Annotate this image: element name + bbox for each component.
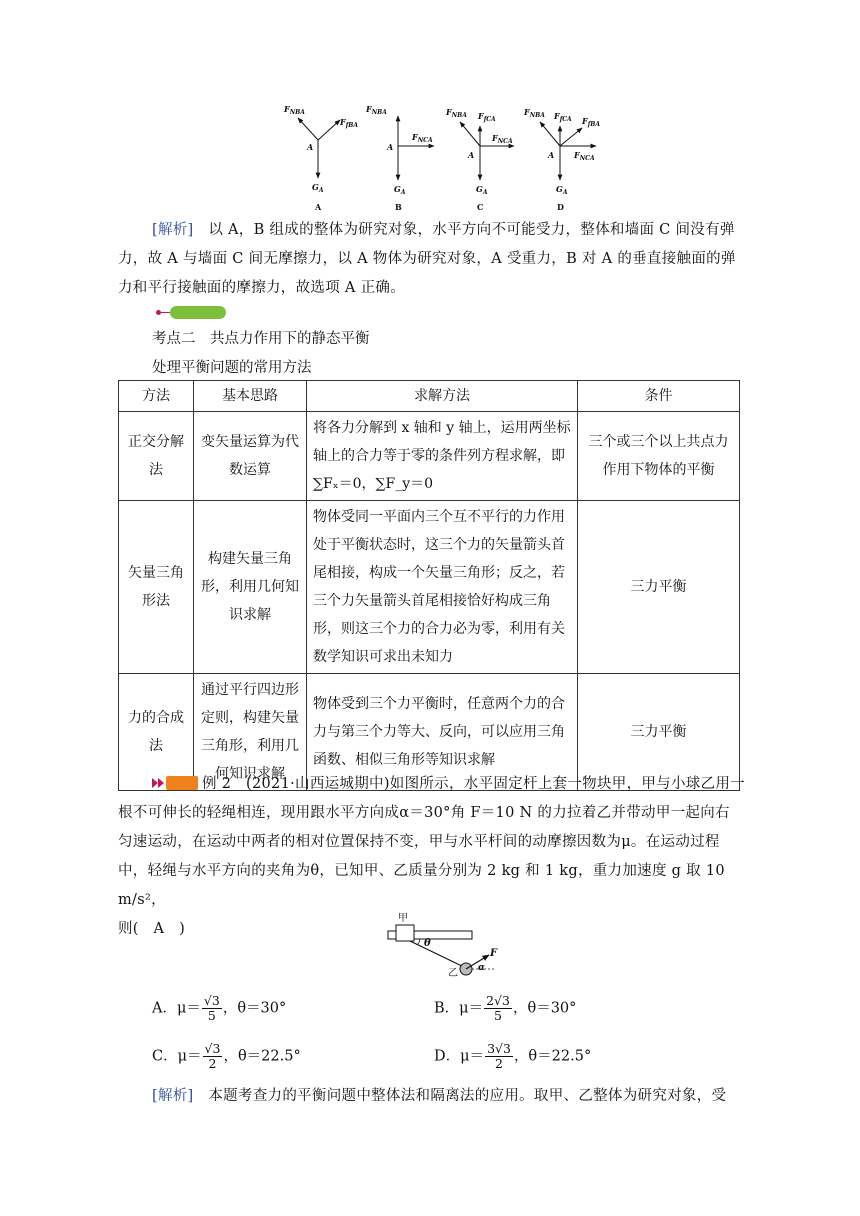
svg-text:GA: $G_A$ <box>312 182 324 194</box>
option-c[interactable] <box>152 1042 301 1071</box>
section-title: 考点二 共点力作用下的静态平衡 <box>152 331 370 347</box>
example-2-line-5: 则( A ) <box>118 921 186 937</box>
figure-label-alpha: α <box>478 963 485 973</box>
table-cell-idea: 变矢量运算为代数运算 <box>194 412 307 501</box>
svg-text:FNCA: $F_{NCA}$ <box>574 150 595 162</box>
table-cell-method: 正交分解法 <box>119 412 194 501</box>
table-cell-method: 力的合成法 <box>119 674 194 791</box>
analysis-2-tag: [解析] <box>152 1088 194 1104</box>
table-header-row <box>119 381 740 412</box>
option-a-denominator: 5 <box>207 1008 216 1023</box>
svg-text:FNCA: $F_{NCA}$ <box>492 133 513 145</box>
option-d[interactable] <box>434 1042 591 1071</box>
diagram-a-label: A <box>315 202 322 212</box>
analysis-1-line-1: 以 A，B 组成的整体为研究对象，水平方向不可能受力，整体和墙面 C 间没有弹 <box>208 222 735 238</box>
option-a-fraction <box>202 994 222 1023</box>
figure-label-jia: 甲 <box>398 913 408 924</box>
analysis-1 <box>118 216 748 303</box>
option-b-suffix: ，θ＝30° <box>512 1000 577 1017</box>
analysis-1-line-3: 力和平行接触面的摩擦力，故选项 A 正确。 <box>118 280 405 296</box>
svg-text:FNBA: $F_{NBA}$ <box>284 104 305 116</box>
option-d-fraction <box>485 1042 513 1071</box>
table-cell-solve: 物体受到三个力平衡时，任意两个力的合力与第三个力等大、反向，可以应用三角函数、相似三角形等知识求解 <box>307 674 578 791</box>
figure-label-yi: 乙 <box>448 968 458 979</box>
table-cell-solve: 将各力分解到 x 轴和 y 轴上，运用两坐标轴上的合力等于零的条件列方程求解，即∑Fₓ＝0，∑F_y＝0 <box>307 412 578 501</box>
example-label: 例 2 <box>202 776 232 792</box>
svg-text:FfBA: $F_{fBA}$ <box>340 117 358 129</box>
svg-text:GA: $G_A$ <box>394 184 406 196</box>
table-header: 基本思路 <box>194 381 307 412</box>
example-2-line-2: 根不可伸长的轻绳相连，现用跟水平方向成α＝30°角 F＝10 N 的力拉着乙并带动甲一起向右 <box>118 805 730 821</box>
table-cell-condition: 三力平衡 <box>578 501 740 674</box>
section-marker-bar <box>170 306 226 319</box>
table-header: 条件 <box>578 381 740 412</box>
table-cell-method: 矢量三角形法 <box>119 501 194 674</box>
table-cell-condition: 三个或三个以上共点力作用下物体的平衡 <box>578 412 740 501</box>
example-2-line-1: (2021·山西运城期中)如图所示，水平固定杆上套一物块甲，甲与小球乙用一 <box>246 776 745 792</box>
option-a-prefix: A．μ＝ <box>152 1000 201 1017</box>
option-a-numerator: √3 <box>203 993 220 1008</box>
diagram-b <box>365 104 434 212</box>
option-a[interactable] <box>152 994 286 1023</box>
section-subtitle: 处理平衡问题的常用方法 <box>152 360 312 376</box>
table-row <box>119 412 740 501</box>
table-cell-solve: 物体受同一平面内三个互不平行的力作用处于平衡状态时，这三个力的矢量箭头首尾相接，构成一个矢量三角形；反之，若三个力矢量箭头首尾相接恰好构成三角形，则这三个力的合力必为零，利用有关数学知识可求出未知力 <box>307 501 578 674</box>
table-cell-condition: 三力平衡 <box>578 674 740 791</box>
option-d-denominator: 2 <box>495 1056 503 1071</box>
svg-text:A: A <box>387 142 394 152</box>
svg-text:A: A <box>307 142 314 152</box>
svg-text:A: A <box>548 150 555 160</box>
option-d-prefix: D．μ＝ <box>434 1048 485 1065</box>
analysis-1-line-2: 力，故 A 与墙面 C 间无摩擦力，以 A 物体为研究对象，A 受重力，B 对 A 的垂直接触面的弹 <box>118 251 736 267</box>
option-d-numerator: 3√3 <box>487 1041 511 1056</box>
option-c-numerator: √3 <box>204 1041 221 1056</box>
table-cell-idea: 通过平行四边形定则，构建矢量三角形，利用几何知识求解 <box>194 674 307 791</box>
analysis-tag: [解析] <box>152 222 194 238</box>
force-diagrams <box>278 98 608 216</box>
option-b-fraction <box>484 994 512 1023</box>
svg-text:FfCA: $F_{fCA}$ <box>554 111 572 123</box>
option-b[interactable] <box>434 994 576 1023</box>
example-figure <box>384 910 514 982</box>
diagram-c <box>445 107 514 212</box>
svg-text:FNBA: $F_{NBA}$ <box>446 107 467 119</box>
svg-text:FNBA: $F_{NBA}$ <box>366 104 387 116</box>
svg-text:A: A <box>468 150 475 160</box>
figure-label-theta: θ <box>424 938 431 949</box>
table-cell-idea: 构建矢量三角形，利用几何知识求解 <box>194 501 307 674</box>
example-2-line-3: 匀速运动，在运动中两者的相对位置保持不变，甲与水平杆间的动摩擦因数为μ。在运动过程 <box>118 834 720 850</box>
svg-text:FfCA: $F_{fCA}$ <box>478 111 496 123</box>
svg-text:GA: $G_A$ <box>476 184 488 196</box>
diagram-c-label: C <box>477 202 484 212</box>
table-header: 求解方法 <box>307 381 578 412</box>
table-row <box>119 501 740 674</box>
option-c-prefix: C．μ＝ <box>152 1048 202 1065</box>
option-c-fraction <box>203 1042 223 1071</box>
svg-text:FNBA: $F_{NBA}$ <box>524 107 545 119</box>
diagram-d-label: D <box>557 202 564 212</box>
diagram-b-label: B <box>395 202 402 212</box>
svg-text:FNCA: $F_{NCA}$ <box>412 132 433 144</box>
option-c-suffix: ，θ＝22.5° <box>223 1048 301 1065</box>
svg-text:GA: $G_A$ <box>556 184 568 196</box>
diagram-d <box>523 107 600 212</box>
diagram-a <box>283 104 358 212</box>
example-2-line-4: 中，轻绳与水平方向的夹角为θ，已知甲、乙质量分别为 2 kg 和 1 kg，重力加速度 g 取 10 m/s²， <box>118 863 725 908</box>
option-b-denominator: 5 <box>494 1008 502 1023</box>
option-c-denominator: 2 <box>208 1056 217 1071</box>
option-b-numerator: 2√3 <box>486 993 510 1008</box>
option-a-suffix: ，θ＝30° <box>222 1000 287 1017</box>
analysis-2 <box>118 1082 748 1111</box>
table-header: 方法 <box>119 381 194 412</box>
svg-text:FfBA: $F_{fBA}$ <box>582 116 600 128</box>
analysis-2-line-1: 本题考查力的平衡问题中整体法和隔离法的应用。取甲、乙整体为研究对象，受 <box>208 1088 727 1104</box>
option-b-prefix: B．μ＝ <box>434 1000 484 1017</box>
figure-label-force: F <box>490 948 498 959</box>
option-d-suffix: ，θ＝22.5° <box>513 1048 592 1065</box>
methods-table <box>118 380 740 791</box>
